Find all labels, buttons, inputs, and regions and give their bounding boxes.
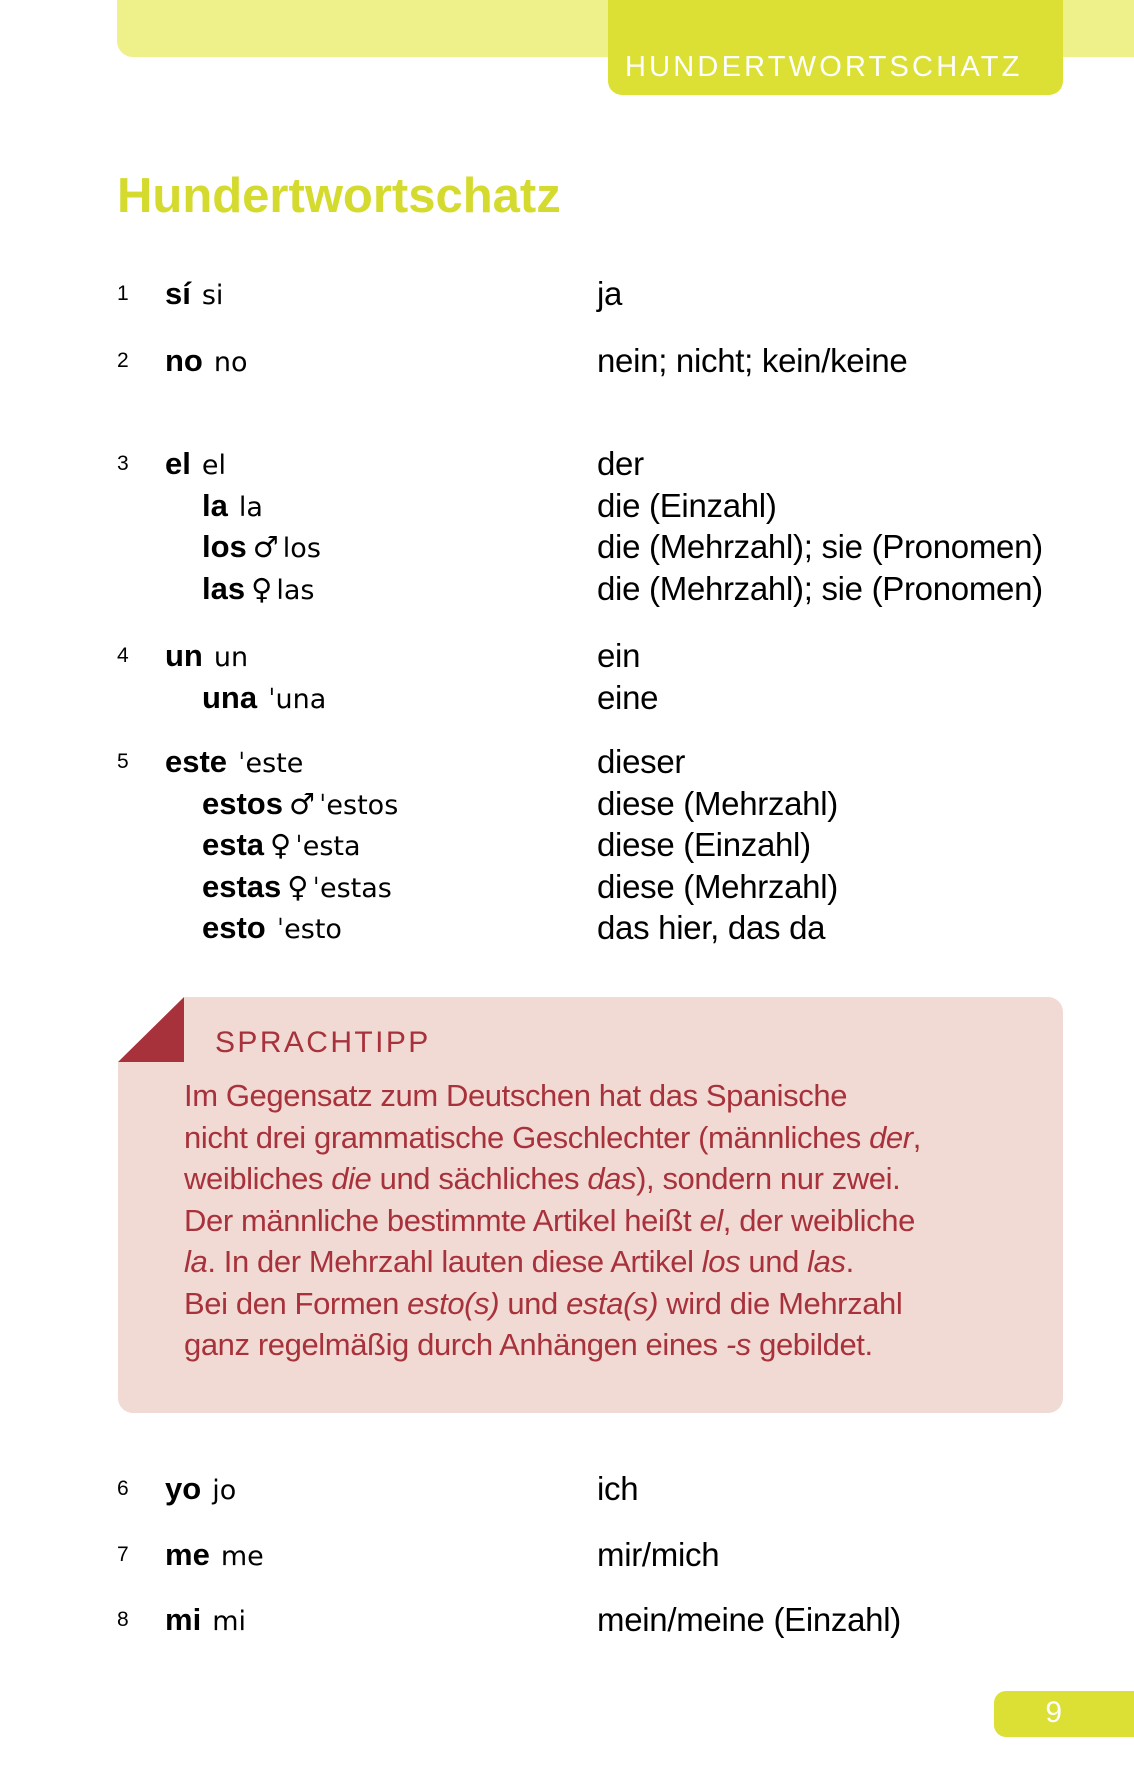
entry-number: 3 <box>117 452 129 475</box>
entry-number: 2 <box>117 349 129 372</box>
page-number: 9 <box>1045 1696 1062 1729</box>
sprachtipp-line: Im Gegensatz zum Deutschen hat das Spanische <box>184 1078 848 1113</box>
spanish-word <box>202 827 361 863</box>
german-translation: ein <box>597 637 641 674</box>
entry-number: 5 <box>117 750 129 773</box>
spanish-term: una <box>202 680 258 715</box>
german-translation: ja <box>597 275 623 312</box>
spanish-term: me <box>165 1537 210 1572</box>
german-translation: mein/meine (Einzahl) <box>597 1601 901 1638</box>
pronunciation: las <box>276 575 315 606</box>
entry-number: 8 <box>117 1608 129 1631</box>
spanish-word <box>165 446 226 482</box>
pronunciation: el <box>201 450 226 481</box>
spanish-term: la <box>202 488 228 523</box>
pronunciation: si <box>201 280 224 311</box>
female-gender-icon: ♀ <box>270 828 292 862</box>
german-translation: die (Einzahl) <box>597 487 777 524</box>
spanish-term: mi <box>165 1602 202 1637</box>
sprachtipp-line: weibliches die und sächliches das), sondern nur zwei. <box>184 1161 901 1196</box>
german-translation: diese (Mehrzahl) <box>597 868 838 905</box>
female-gender-icon: ♀ <box>287 870 309 904</box>
female-gender-icon: ♀ <box>251 572 273 606</box>
pronunciation: ˈuna <box>268 684 327 715</box>
spanish-word <box>202 571 314 607</box>
sprachtipp-line: Der männliche bestimmte Artikel heißt el, der weibliche <box>184 1202 915 1238</box>
german-translation: das hier, das da <box>597 909 826 946</box>
pronunciation: ˈestas <box>312 873 392 904</box>
spanish-term: estas <box>202 869 282 904</box>
spanish-word <box>202 529 321 565</box>
sprachtipp-line: Bei den Formen esto(s) und esta(s) wird die Mehrzahl <box>184 1285 903 1321</box>
german-translation: die (Mehrzahl); sie (Pronomen) <box>597 528 1043 565</box>
spanish-word <box>202 680 326 716</box>
page-number-tab <box>994 1691 1134 1737</box>
male-gender-icon: ♂ <box>288 787 315 821</box>
spanish-word <box>165 1471 236 1507</box>
pronunciation: los <box>282 533 321 564</box>
entry-number: 7 <box>117 1543 129 1566</box>
sprachtipp-text <box>184 1075 1044 1366</box>
spanish-term: los <box>202 529 247 564</box>
pronunciation: jo <box>212 1475 237 1506</box>
spanish-term: este <box>165 744 228 779</box>
sprachtipp-box <box>118 997 1063 1413</box>
page-title: Hundertwortschatz <box>117 169 561 223</box>
spanish-term: un <box>165 638 203 673</box>
spanish-word <box>165 744 303 780</box>
spanish-term: estos <box>202 786 283 821</box>
spanish-term: no <box>165 343 203 378</box>
entry-number: 1 <box>117 282 129 305</box>
spanish-term: yo <box>165 1471 202 1506</box>
spanish-word <box>202 488 263 524</box>
section-tab-label: HUNDERTWORTSCHATZ <box>625 51 1023 83</box>
spanish-word <box>202 786 398 822</box>
sprachtipp-line: la. In der Mehrzahl lauten diese Artikel los und las. <box>184 1244 854 1279</box>
pronunciation: ˈesto <box>276 914 342 945</box>
german-translation: dieser <box>597 743 686 780</box>
german-translation: ich <box>597 1470 639 1507</box>
pronunciation: la <box>238 492 263 523</box>
german-translation: eine <box>597 679 659 716</box>
spanish-term: esto <box>202 910 266 945</box>
spanish-word <box>202 869 392 905</box>
german-translation: mir/mich <box>597 1536 720 1573</box>
dog-ear-icon <box>118 997 184 1062</box>
pronunciation: ˈeste <box>238 748 304 779</box>
spanish-term: sí <box>165 276 191 311</box>
male-gender-icon: ♂ <box>252 530 279 564</box>
german-translation: die (Mehrzahl); sie (Pronomen) <box>597 570 1043 607</box>
pronunciation: ˈestos <box>318 790 399 821</box>
pronunciation: no <box>213 347 248 378</box>
german-translation: diese (Einzahl) <box>597 826 811 863</box>
entry-number: 4 <box>117 644 129 667</box>
german-translation: nein; nicht; kein/keine <box>597 342 908 379</box>
spanish-term: las <box>202 571 246 606</box>
spanish-word <box>165 343 248 379</box>
spanish-word <box>165 276 223 312</box>
spanish-word <box>202 910 342 946</box>
spanish-term: el <box>165 446 191 481</box>
pronunciation: mi <box>212 1606 246 1637</box>
sprachtipp-line: ganz regelmäßig durch Anhängen eines -s gebildet. <box>184 1327 873 1362</box>
spanish-word <box>165 1602 246 1638</box>
sprachtipp-heading: SPRACHTIPP <box>215 1026 431 1059</box>
german-translation: der <box>597 445 644 482</box>
section-tab <box>608 0 1063 95</box>
entry-number: 6 <box>117 1477 129 1500</box>
pronunciation: ˈesta <box>295 831 361 862</box>
pronunciation: me <box>220 1541 264 1572</box>
spanish-term: esta <box>202 827 265 862</box>
spanish-word <box>165 1537 264 1573</box>
spanish-word <box>165 638 248 674</box>
pronunciation: un <box>213 642 249 673</box>
sprachtipp-line: nicht drei grammatische Geschlechter (männliches der, <box>184 1119 921 1155</box>
german-translation: diese (Mehrzahl) <box>597 785 838 822</box>
